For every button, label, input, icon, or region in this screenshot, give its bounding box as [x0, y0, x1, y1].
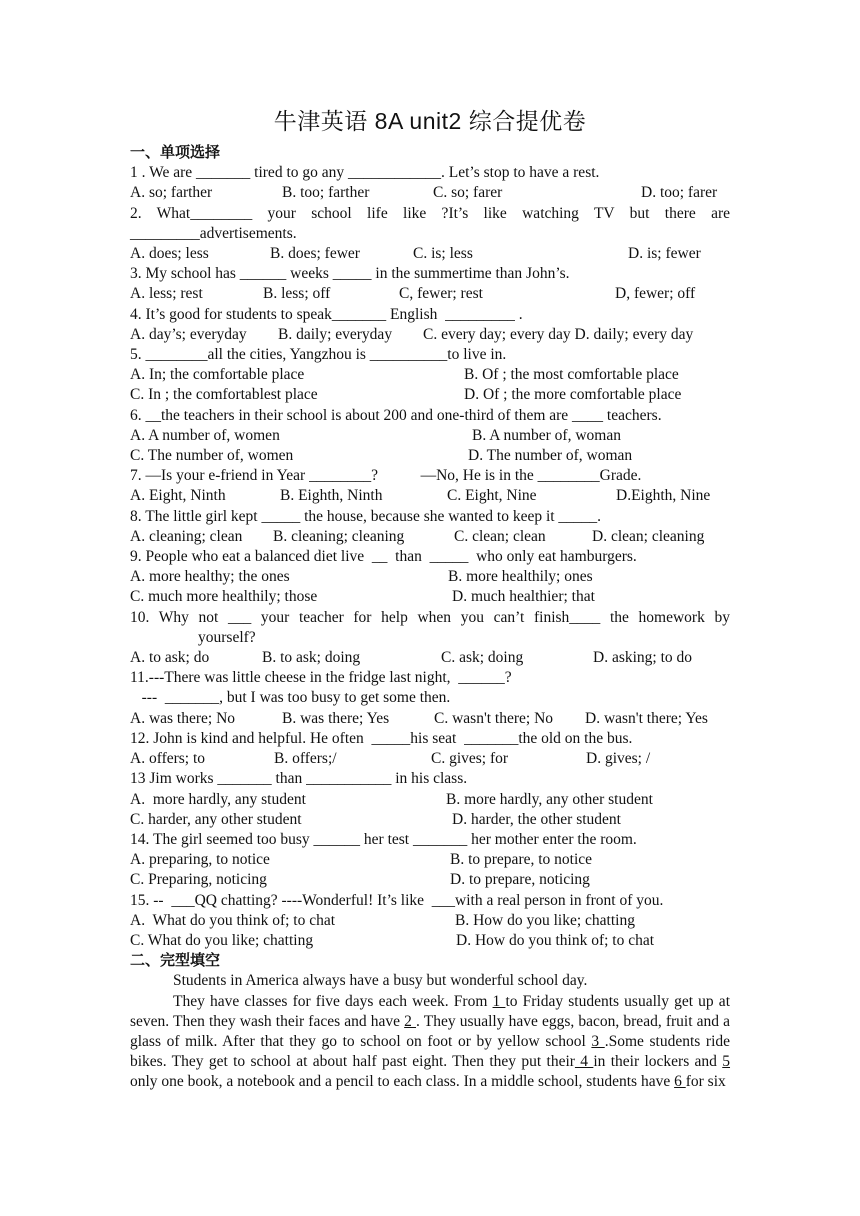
question-5: 5. ________all the cities, Yangzhou is __________to live in.	[130, 346, 507, 364]
option: B. daily; everyday	[278, 325, 393, 343]
option: B. to prepare, to notice	[450, 851, 593, 869]
question-14-options-row-2	[130, 870, 730, 890]
option: B. Eighth, Ninth	[280, 487, 383, 505]
option: A. What do you think of; to chat	[130, 911, 336, 929]
cloze-blank-5: 5	[722, 1053, 731, 1071]
option: C. is; less	[413, 245, 473, 263]
option: B. A number of, woman	[472, 426, 621, 444]
option: B. more hardly, any other student	[446, 790, 653, 808]
page-title: 牛津英语 8A unit2 综合提优卷	[273, 108, 587, 134]
question-8-options	[130, 527, 730, 547]
option: C. In ; the comfortablest place	[130, 386, 318, 404]
cloze-paragraph-2	[130, 992, 730, 1093]
question-1-options	[130, 183, 730, 203]
option: C. every day; every day D. daily; every day	[423, 325, 694, 343]
option: B. How do you like; chatting	[455, 911, 635, 929]
question-14: 14. The girl seemed too busy ______ her test _______ her mother enter the room.	[130, 830, 637, 848]
option: C. wasn't there; No	[434, 709, 554, 727]
option: A. In; the comfortable place	[130, 366, 305, 384]
option: D. wasn't there; Yes	[585, 709, 708, 727]
cloze-text: .Some students ride bikes. They get to school at about half past eight. Then they put their	[130, 1032, 730, 1071]
option: B. offers;/	[274, 750, 337, 768]
option: C. Eight, Nine	[447, 487, 537, 505]
option: C. Preparing, noticing	[130, 871, 267, 889]
cloze-blank-6: 6	[674, 1073, 686, 1091]
cloze-text: in their lockers and	[593, 1053, 723, 1071]
question-15-options-row-2	[130, 931, 730, 951]
option: D. to prepare, noticing	[450, 871, 590, 889]
option: A. more healthy; the ones	[130, 568, 290, 586]
option: B. less; off	[263, 285, 331, 303]
option: D. Of ; the more comfortable place	[464, 386, 682, 404]
option: A. so; farther	[130, 184, 213, 202]
option: D. harder, the other student	[452, 810, 621, 828]
option: D.Eighth, Nine	[616, 487, 711, 505]
option: B. more healthily; ones	[448, 568, 593, 586]
question-1: 1 . We are _______ tired to go any ____________. Let’s stop to have a rest.	[130, 164, 600, 182]
question-12: 12. John is kind and helpful. He often _____his seat _______the old on the bus.	[130, 729, 633, 747]
option: C. so; farer	[433, 184, 503, 202]
question-3: 3. My school has ______ weeks _____ in the summertime than John’s.	[130, 265, 570, 283]
cloze-text: for six	[685, 1073, 726, 1091]
question-10: 10. Why not ___ your teacher for help when you can’t finish____ the homework by	[130, 608, 730, 626]
option: C, fewer; rest	[399, 285, 483, 303]
cloze-blank-4: 4	[574, 1053, 594, 1071]
question-6-options	[130, 426, 730, 446]
cloze-blank-3: 3	[591, 1032, 605, 1050]
option: D. gives; /	[586, 750, 651, 768]
question-15-options	[130, 911, 730, 931]
question-6: 6. __the teachers in their school is about 200 and one-third of them are ____ teachers.	[130, 406, 662, 424]
question-4-options	[130, 325, 730, 345]
question-10-options	[130, 648, 730, 668]
question-13-options	[130, 790, 730, 810]
option: B. was there; Yes	[282, 709, 390, 727]
option: D. clean; cleaning	[592, 527, 705, 545]
question-4: 4. It’s good for students to speak_______ English _________ .	[130, 305, 523, 323]
option: C. What do you like; chatting	[130, 931, 314, 949]
option: A. preparing, to notice	[130, 851, 270, 869]
section-heading-multiple-choice: 一、单项选择	[130, 144, 221, 161]
option: D. is; fewer	[628, 245, 701, 263]
option: A. more hardly, any student	[130, 790, 306, 808]
question-9-options-row-2	[130, 587, 730, 607]
cloze-text: They have classes for five days each week. From	[173, 992, 493, 1010]
question-2: 2. What________ your school life like ?It’s like watching TV but there are	[130, 204, 730, 222]
question-7-options	[130, 486, 730, 506]
option: B. cleaning; cleaning	[273, 527, 405, 545]
question-7: 7. —Is your e-friend in Year ________? —No, He is in the ________Grade.	[130, 467, 642, 485]
option: D. The number of, woman	[468, 447, 633, 465]
option: A. cleaning; clean	[130, 527, 243, 545]
option: A. Eight, Ninth	[130, 487, 226, 505]
question-9-options	[130, 567, 730, 587]
option: C. gives; for	[431, 750, 509, 768]
question-5-options	[130, 365, 730, 385]
option: B. too; farther	[282, 184, 370, 202]
section-heading-cloze: 二、完型填空	[130, 952, 221, 970]
question-8: 8. The little girl kept _____ the house, because she wanted to keep it _____.	[130, 507, 602, 525]
question-9: 9. People who eat a balanced diet live __ than _____ who only eat hamburgers.	[130, 548, 637, 566]
question-14-options	[130, 850, 730, 870]
option: C. ask; doing	[441, 649, 524, 667]
question-11-options	[130, 709, 730, 729]
option: D. much healthier; that	[452, 588, 595, 606]
option: C. much more healthily; those	[130, 588, 318, 606]
option: A. offers; to	[130, 750, 206, 768]
question-2-continued: _________advertisements.	[130, 224, 297, 242]
option: A. was there; No	[130, 709, 236, 727]
cloze-blank-2: 2	[404, 1012, 417, 1030]
option: B. Of ; the most comfortable place	[464, 366, 679, 384]
cloze-text: to Friday students usually get up at seven. Then they wash their faces and have	[130, 992, 730, 1030]
question-12-options	[130, 749, 730, 769]
cloze-blank-1: 1	[492, 992, 506, 1010]
option: D, fewer; off	[615, 285, 696, 303]
worksheet-page	[130, 103, 730, 1093]
question-2-options	[130, 244, 730, 264]
option: B. to ask; doing	[262, 649, 361, 667]
question-6-options-row-2	[130, 446, 730, 466]
option: D. too; farer	[641, 184, 718, 202]
option: A. less; rest	[130, 285, 203, 303]
option: A. does; less	[130, 245, 209, 263]
question-13-options-row-2	[130, 810, 730, 830]
cloze-text: . They usually have eggs, bacon, bread, fruit and a glass of milk. After that they go to school on foot or by yellow school	[130, 1012, 731, 1050]
option: A. A number of, women	[130, 426, 280, 444]
option: D. asking; to do	[593, 649, 693, 667]
option: A. day’s; everyday	[130, 325, 247, 343]
cloze-text: only one book, a notebook and a pencil to each class. In a middle school, students have	[130, 1073, 675, 1091]
option: A. to ask; do	[130, 649, 210, 667]
question-13: 13 Jim works _______ than ___________ in his class.	[130, 770, 468, 788]
option: D. How do you think of; to chat	[456, 931, 655, 949]
option: C. clean; clean	[454, 527, 546, 545]
question-5-options-row-2	[130, 385, 730, 405]
question-15: 15. -- ___QQ chatting? ----Wonderful! It’s like ___with a real person in front of you.	[130, 891, 664, 909]
option: C. The number of, women	[130, 447, 294, 465]
question-11: 11.---There was little cheese in the fridge last night, ______?	[130, 669, 512, 687]
question-11-continued: --- _______, but I was too busy to get some then.	[130, 689, 451, 707]
cloze-paragraph-1: Students in America always have a busy but wonderful school day.	[173, 972, 588, 990]
option: B. does; fewer	[270, 245, 360, 263]
question-10-continued: yourself?	[198, 628, 256, 646]
question-3-options	[130, 284, 730, 304]
option: C. harder, any other student	[130, 810, 302, 828]
